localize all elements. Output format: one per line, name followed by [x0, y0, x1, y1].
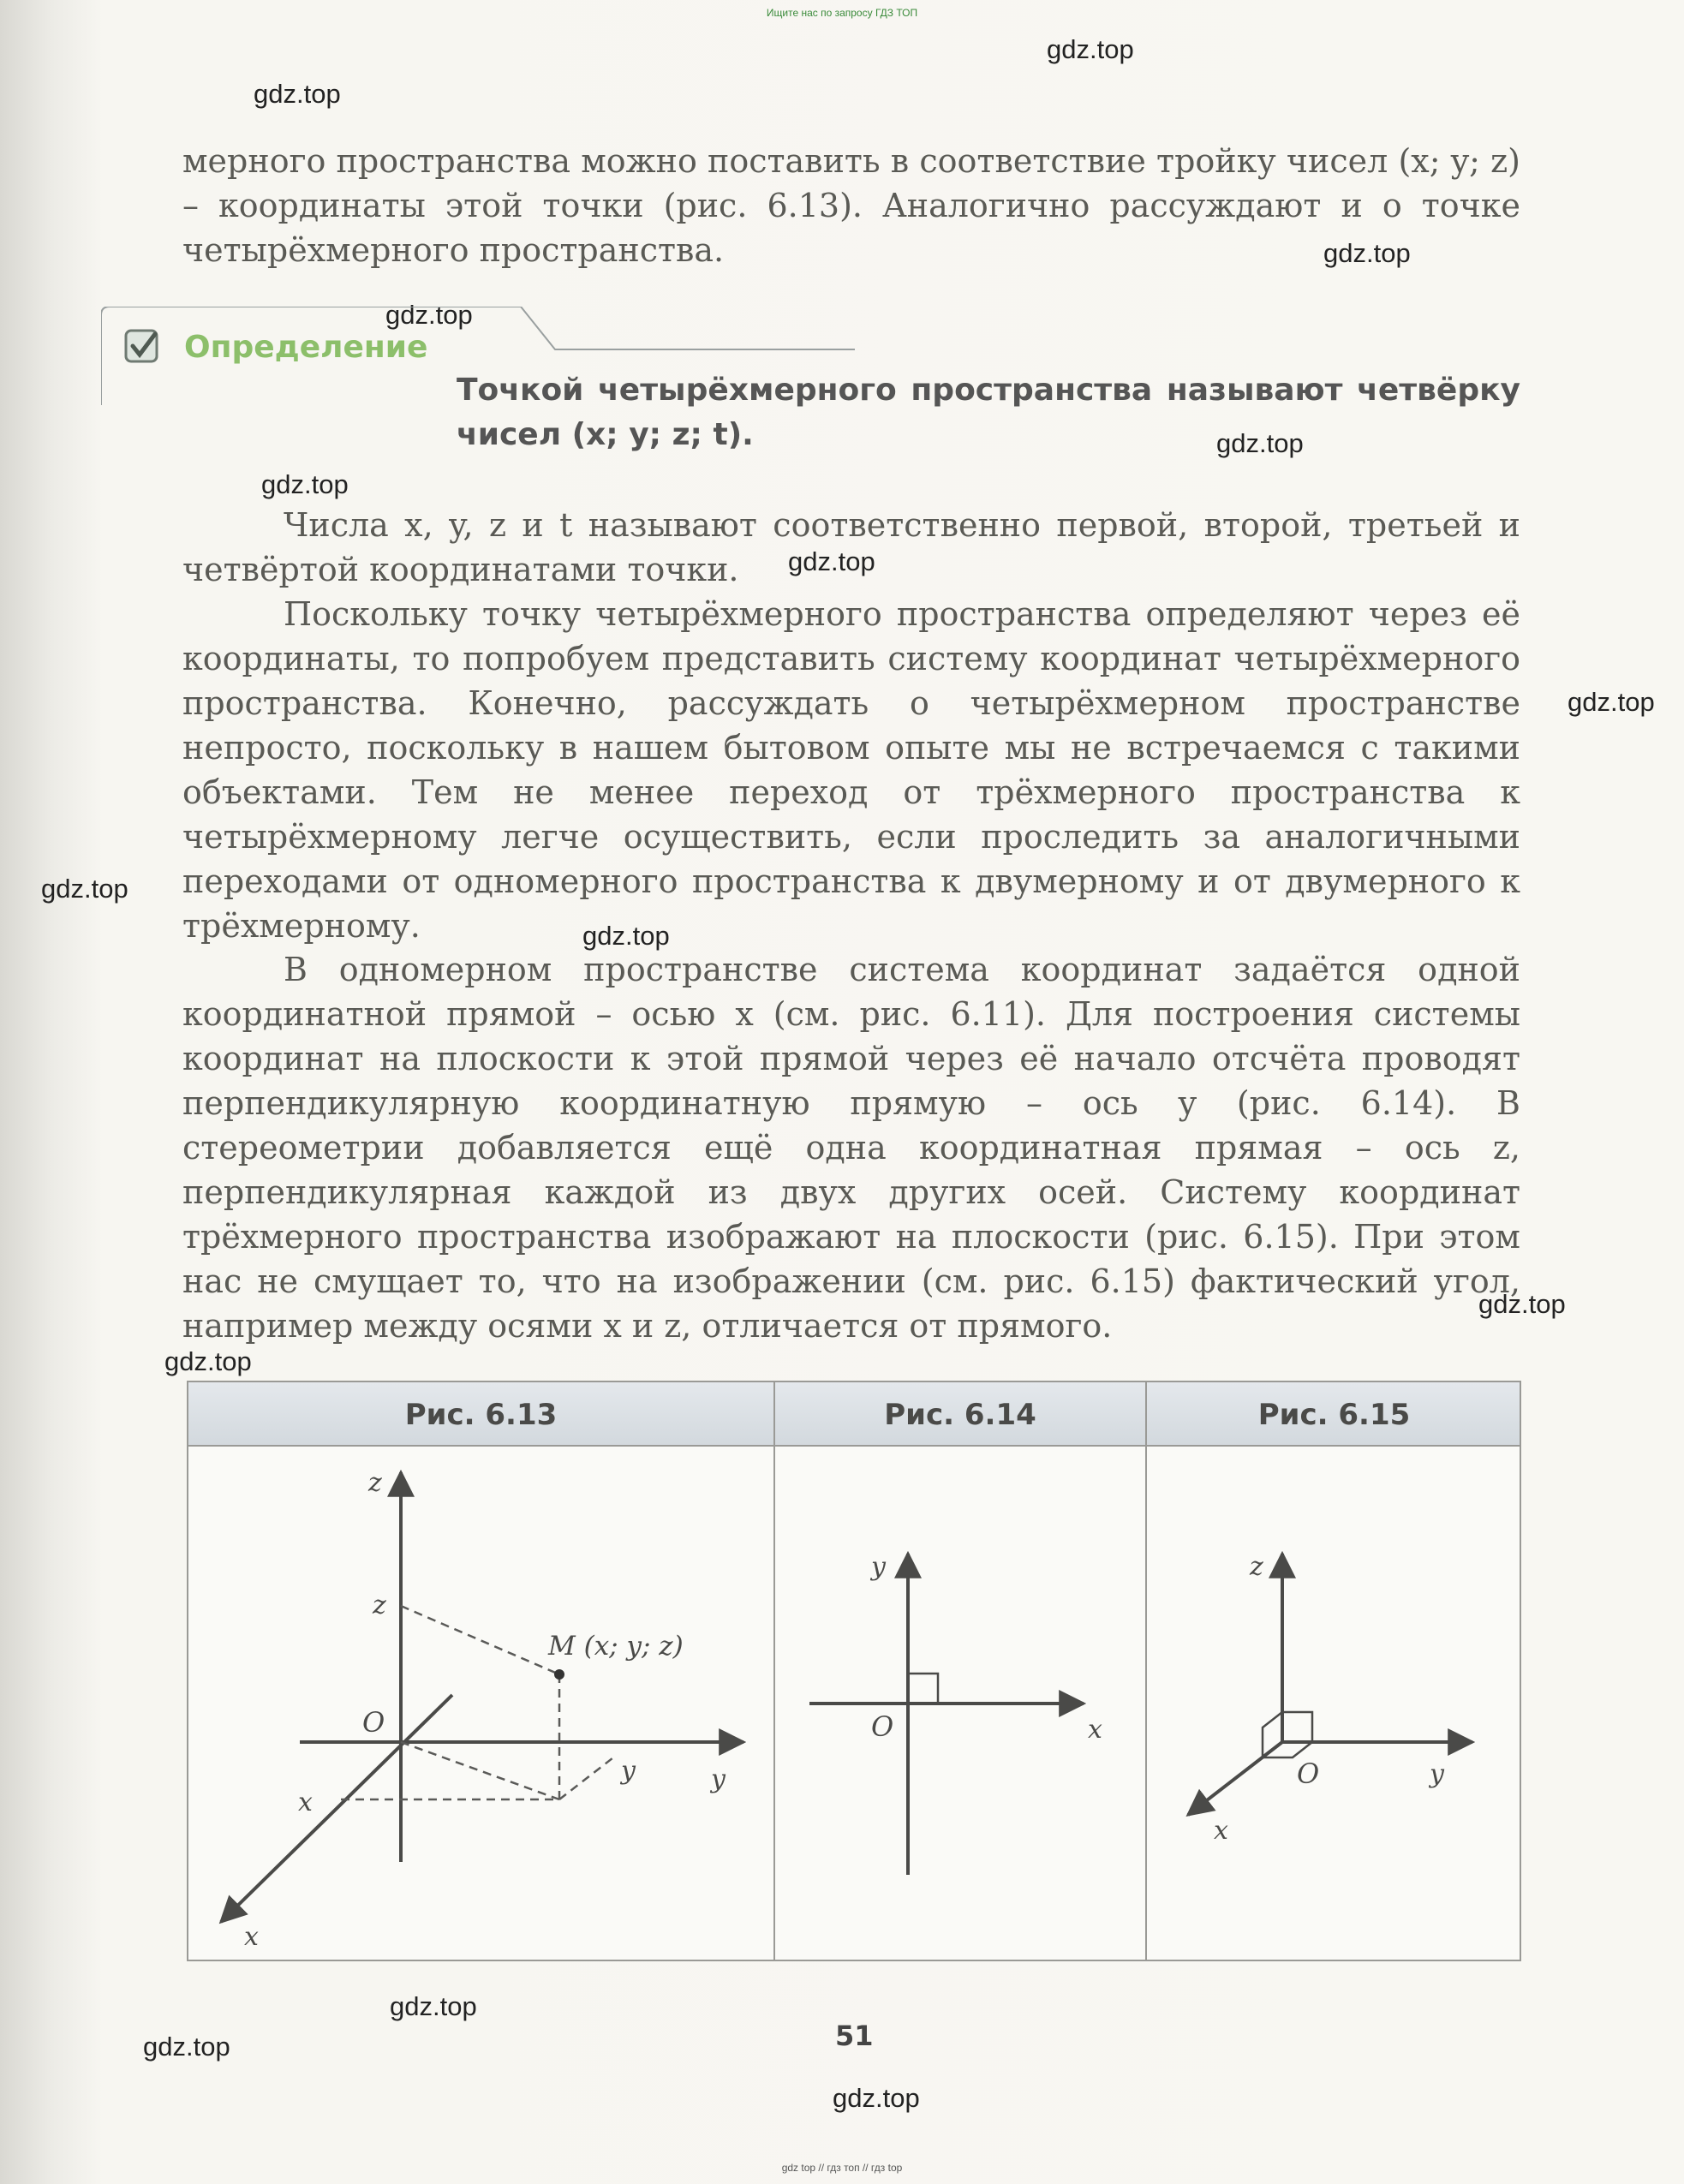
watermark: gdz.top [1216, 428, 1304, 458]
watermark: gdz.top [833, 2083, 920, 2113]
tick-label-x: x [298, 1787, 313, 1817]
definition-text: Точкой четырёхмерного пространства называют четвёрку чисел (x; y; z; t). [457, 373, 1520, 452]
figure-6-14-diagram [775, 1447, 1145, 1960]
paragraph-four-dimensional: Поскольку точку четырёхмерного пространства определяют через её координаты, то попробуем представить систему координат четырёхмерного пространства. Конечно, рассуждать о четырёхмерном пространстве непросто, поскольку в нашем бытовом опыте мы не встречаемся с такими объектами. Тем не менее переход от трёхмерного пространства к четырёхмерному легче осуществить, если проследить за аналогичными переходами от одномерного пространства к двумерному и от двумерного к трёхмерному. [182, 595, 1520, 945]
right-angle-mark [908, 1674, 938, 1704]
axis-label-z: z [368, 1468, 382, 1498]
origin-label: O [871, 1710, 894, 1743]
x-axis [221, 1695, 452, 1922]
figure-6-13-diagram [188, 1447, 773, 1960]
watermark: gdz.top [164, 1346, 252, 1376]
watermark: gdz.top [788, 546, 875, 576]
axis-label-x: x [1214, 1816, 1228, 1846]
axis-label-x: x [1088, 1715, 1102, 1745]
axis-label-y: y [1430, 1759, 1444, 1789]
watermark: gdz.top [1568, 687, 1655, 717]
origin-label: O [362, 1706, 385, 1739]
watermark: gdz.top [385, 300, 473, 330]
tick-label-z: z [373, 1590, 386, 1620]
figure-6-15-diagram [1147, 1447, 1521, 1960]
watermark: gdz.top [582, 921, 670, 951]
figures-table [187, 1381, 1521, 1961]
watermark: gdz.top [254, 79, 341, 109]
watermark: gdz.top [1478, 1289, 1566, 1319]
figure-label-6-13: Рис. 6.13 [404, 1398, 558, 1432]
right-angle-marks [1263, 1712, 1312, 1757]
watermark: gdz.top [143, 2032, 230, 2062]
check-icon [124, 329, 162, 365]
figure-label-6-14: Рис. 6.14 [884, 1398, 1036, 1432]
paragraph-coordinates: Числа x, y, z и t называют соответственно первой, второй, третьей и четвёртой координатами точки. [182, 506, 1520, 588]
watermark: gdz.top [41, 874, 128, 904]
figure-label-6-15: Рис. 6.15 [1257, 1398, 1411, 1432]
axis-label-z: z [1250, 1552, 1263, 1582]
paragraph-coordinate-systems: В одномерном пространстве система координат задаётся одной координатной прямой – осью x (см. рис. 6.11). Для построения системы координат на плоскости к этой прямой через её начало отсчёта проводят перпендикулярную координатную прямую – ось y (рис. 6.14). В стереометрии добавляется ещё одна координатная прямая – ось z, перпендикулярная каждой из двух других осей. Систему координат трёхмерного пространства изображают на плоскости (рис. 6.15). При этом нас не смущает то, что на изображении (см. рис. 6.15) фактический угол, например между осями x и z, отличается от прямого. [182, 951, 1520, 1345]
point-label-m: M (x; y; z) [548, 1631, 684, 1662]
axis-label-y: y [871, 1552, 886, 1582]
page-number: 51 [835, 2020, 874, 2052]
watermark: gdz.top [261, 469, 349, 499]
watermark: gdz.top [390, 1991, 477, 2021]
definition-title: Определение [184, 330, 428, 365]
watermark: gdz.top [1047, 34, 1134, 64]
footer-note: gdz top // гдз топ // гдз top [781, 2162, 903, 2174]
watermark: gdz.top [1323, 238, 1411, 268]
point-m [554, 1669, 564, 1680]
tick-label-y: y [621, 1756, 636, 1786]
header-note: Ищите нас по запросу ГДЗ ТОП [766, 7, 918, 19]
origin-label: O [1297, 1757, 1320, 1790]
axis-label-x: x [244, 1922, 259, 1952]
axis-label-y: y [711, 1764, 726, 1794]
intro-paragraph: мерного пространства можно поставить в соответствие тройку чисел (x; y; z) – координаты этой точки (рис. 6.13). Аналогично рассуждают и о точке четырёхмерного пространства. [182, 142, 1520, 269]
